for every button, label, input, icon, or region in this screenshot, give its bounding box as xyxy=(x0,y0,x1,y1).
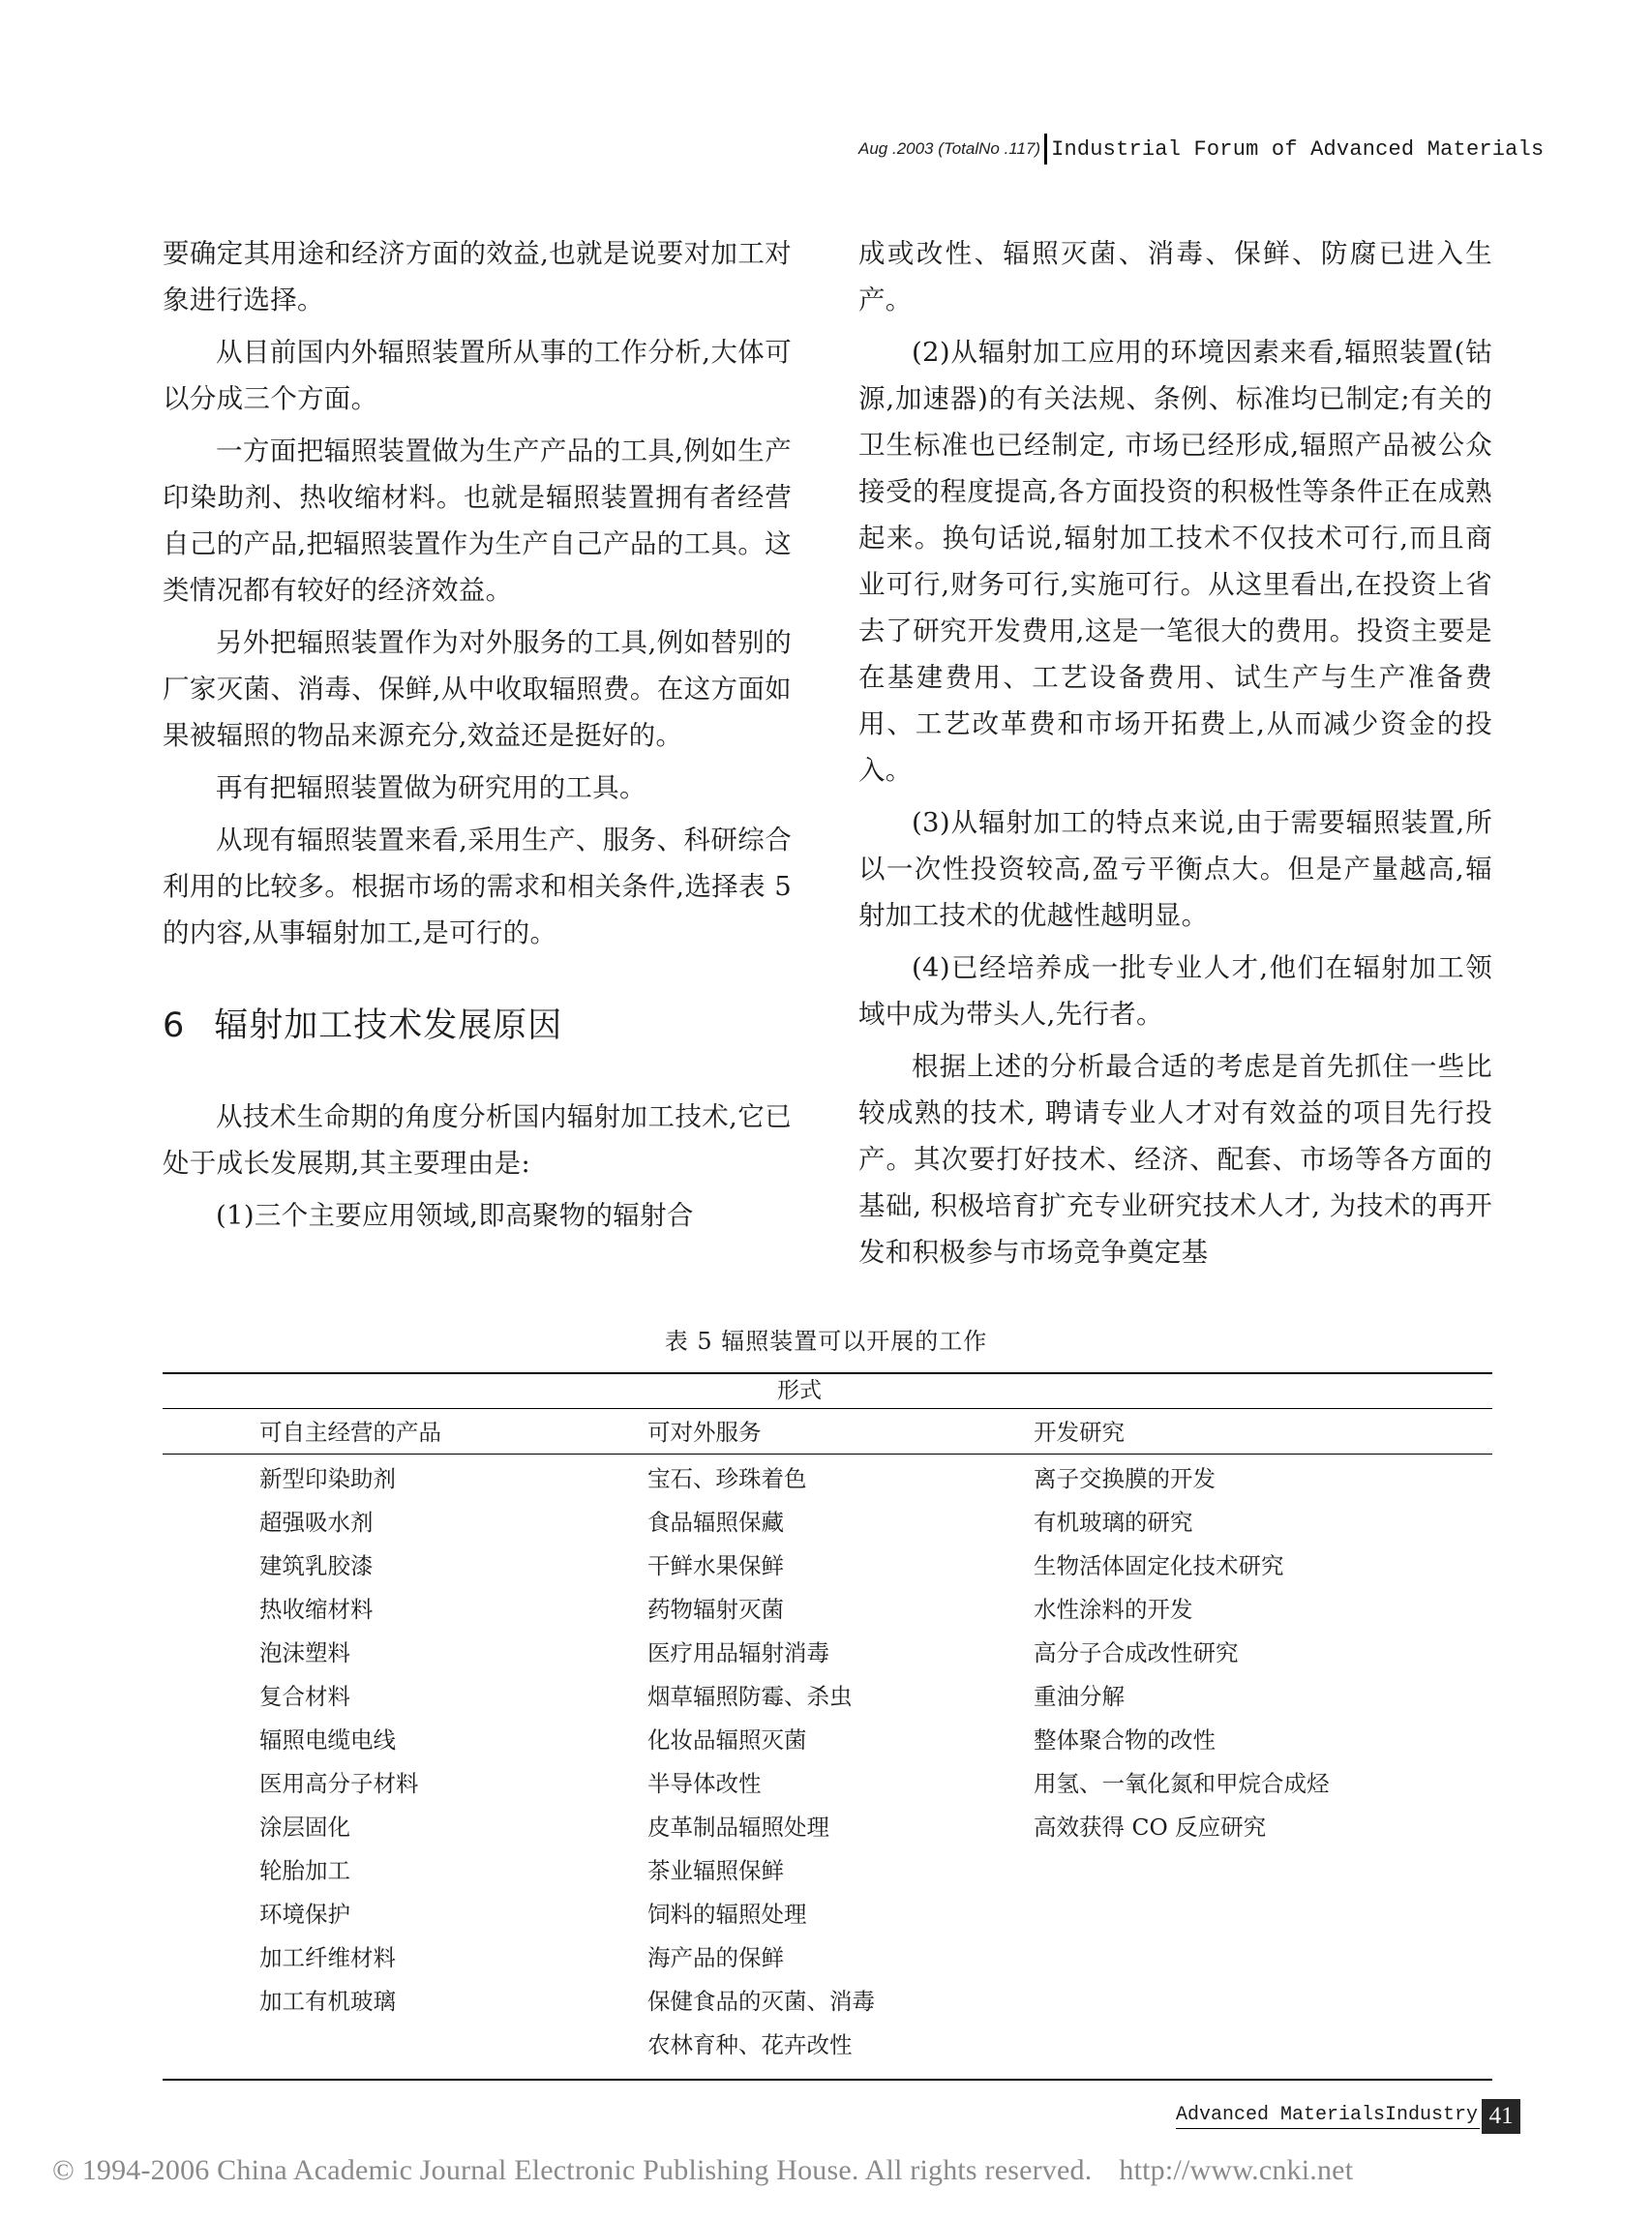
paragraph: (3)从辐射加工的特点来说,由于需要辐照装置,所以一次性投资较高,盈亏平衡点大。但是产量越高,辐射加工技术的优越性越明显。 xyxy=(858,807,1492,931)
column-header-services: 可对外服务 xyxy=(647,1419,762,1446)
table-cell: 药物辐射灭菌 xyxy=(647,1596,784,1623)
running-footer xyxy=(1176,2096,1520,2137)
issue-info: Aug .2003 (TotalNo .117) xyxy=(858,139,1041,158)
table-cell: 重油分解 xyxy=(1034,1683,1125,1710)
left-column xyxy=(163,230,792,1245)
copyright-url: http://www.cnki.net xyxy=(1119,2154,1354,2186)
paragraph: 成或改性、辐照灭菌、消毒、保鲜、防腐已进入生产。 xyxy=(858,238,1492,315)
table-cell: 医疗用品辐射消毒 xyxy=(647,1639,829,1666)
table-cell: 茶业辐照保鲜 xyxy=(647,1857,784,1884)
table-cell: 水性涂料的开发 xyxy=(1034,1596,1193,1623)
paragraph: 要确定其用途和经济方面的效益,也就是说要对加工对象进行选择。 xyxy=(163,238,792,315)
table-caption: 表 5 辐照装置可以开展的工作 xyxy=(664,1328,988,1355)
table-cell: 皮革制品辐照处理 xyxy=(647,1814,829,1841)
section-heading xyxy=(163,1003,792,1049)
table-cell: 海产品的保鲜 xyxy=(647,1944,784,1971)
running-header xyxy=(858,132,1544,166)
table-cell: 建筑乳胶漆 xyxy=(259,1552,374,1579)
copyright-text: © 1994-2006 China Academic Journal Electronic Publishing House. All rights reserved. xyxy=(52,2154,1093,2186)
table-cell: 饲料的辐照处理 xyxy=(647,1901,807,1928)
footer-journal: Advanced MaterialsIndustry xyxy=(1176,2104,1480,2129)
paragraph: 另外把辐照装置作为对外服务的工具,例如替别的厂家灭菌、消毒、保鲜,从中收取辐照费。在这方面如果被辐照的物品来源充分,效益还是挺好的。 xyxy=(163,627,792,751)
table-cell: 化妆品辐照灭菌 xyxy=(647,1726,807,1754)
journal-title: Industrial Forum of Advanced Materials xyxy=(1051,136,1545,162)
paragraph: 从目前国内外辐照装置所从事的工作分析,大体可以分成三个方面。 xyxy=(163,337,792,414)
table-cell: 用氢、一氧化氮和甲烷合成烃 xyxy=(1034,1770,1330,1797)
paragraph: (1)三个主要应用领域,即高聚物的辐射合 xyxy=(216,1200,694,1231)
paragraph: 一方面把辐照装置做为生产产品的工具,例如生产印染助剂、热收缩材料。也就是辐照装置拥有者经营自己的产品,把辐照装置作为生产自己产品的工具。这类情况都有较好的经济效益。 xyxy=(163,435,792,606)
copyright-line xyxy=(52,2154,1353,2187)
section-number: 6 xyxy=(163,1006,186,1045)
table-cell: 食品辐照保藏 xyxy=(647,1509,784,1536)
table-cell: 离子交换膜的开发 xyxy=(1034,1465,1216,1492)
header-divider xyxy=(1044,134,1047,165)
column-services xyxy=(646,1457,1034,2067)
table-cell: 辐照电缆电线 xyxy=(259,1726,396,1754)
table-cell: 高效获得 CO 反应研究 xyxy=(1034,1814,1267,1841)
table-cell: 环境保护 xyxy=(259,1901,350,1928)
table-bottom-rule xyxy=(163,2079,1492,2081)
column-header-research: 开发研究 xyxy=(1034,1419,1125,1446)
table-cell: 热收缩材料 xyxy=(259,1596,374,1623)
table-group-header: 形式 xyxy=(777,1378,822,1403)
table-cell: 保健食品的灭菌、消毒 xyxy=(647,1988,875,2015)
table-cell: 加工纤维材料 xyxy=(259,1944,396,1971)
table-cell: 烟草辐照防霉、杀虫 xyxy=(647,1683,853,1710)
table-cell: 涂层固化 xyxy=(259,1814,350,1841)
paragraph: 从现有辐照装置来看,采用生产、服务、科研综合利用的比较多。根据市场的需求和相关条件,选择表 5 的内容,从事辐射加工,是可行的。 xyxy=(163,825,792,948)
table-cell: 新型印染助剂 xyxy=(259,1465,396,1492)
table-cell: 复合材料 xyxy=(259,1683,350,1710)
paragraph: (2)从辐射加工应用的环境因素来看,辐照装置(钴源,加速器)的有关法规、条例、标准均已制定;有关的卫生标准也已经制定, 市场已经形成,辐照产品被公众接受的程度提高,各方面投资的积极性等条件正在成熟起来。换句话说,辐射加工技术不仅技术可行,而且商业可行,财务可行,实施可行。从这里看出,在投资上省去了研究开发费用,这是一笔很大的费用。投资主要是在基建费用、工艺设备费用、试生产与生产准备费用、工艺改革费和市场开拓费上,从而减少资金的投入。 xyxy=(858,337,1492,786)
table-cell: 高分子合成改性研究 xyxy=(1034,1639,1239,1666)
right-column xyxy=(858,230,1492,1281)
table-cell: 超强吸水剂 xyxy=(259,1509,374,1536)
table-cell: 半导体改性 xyxy=(647,1770,762,1797)
table-cell: 加工有机玻璃 xyxy=(259,1988,396,2015)
table-cell: 轮胎加工 xyxy=(259,1857,350,1884)
section-title: 辐射加工技术发展原因 xyxy=(214,1006,563,1045)
paragraph: 从技术生命期的角度分析国内辐射加工技术,它已处于成长发展期,其主要理由是: xyxy=(163,1101,792,1179)
table-cell: 泡沫塑料 xyxy=(259,1639,350,1666)
table-cell: 整体聚合物的改性 xyxy=(1034,1726,1216,1754)
table-cell: 干鲜水果保鲜 xyxy=(647,1552,784,1579)
column-products xyxy=(163,1457,646,2067)
paragraph: 再有把辐照装置做为研究用的工具。 xyxy=(216,772,646,803)
table-body xyxy=(163,1455,1492,2079)
table-column-headers xyxy=(163,1409,1492,1454)
table-cell: 宝石、珍珠着色 xyxy=(647,1465,807,1492)
table-5 xyxy=(163,1372,1492,2081)
column-header-products: 可自主经营的产品 xyxy=(259,1419,441,1446)
page-number: 41 xyxy=(1482,2099,1520,2134)
table-cell: 农林育种、花卉改性 xyxy=(647,2031,853,2058)
paragraph: (4)已经培养成一批专业人才,他们在辐射加工领域中成为带头人,先行者。 xyxy=(858,952,1492,1030)
table-cell: 有机玻璃的研究 xyxy=(1034,1509,1193,1536)
column-research xyxy=(1034,1457,1492,2067)
table-cell: 医用高分子材料 xyxy=(259,1770,419,1797)
paragraph: 根据上述的分析最合适的考虑是首先抓住一些比较成熟的技术, 聘请专业人才对有效益的项目先行投产。其次要打好技术、经济、配套、市场等各方面的基础, 积极培育扩充专业研究技术人才, 为技术的再开发和积极参与市场竞争奠定基 xyxy=(858,1051,1492,1268)
table-cell: 生物活体固定化技术研究 xyxy=(1034,1552,1284,1579)
